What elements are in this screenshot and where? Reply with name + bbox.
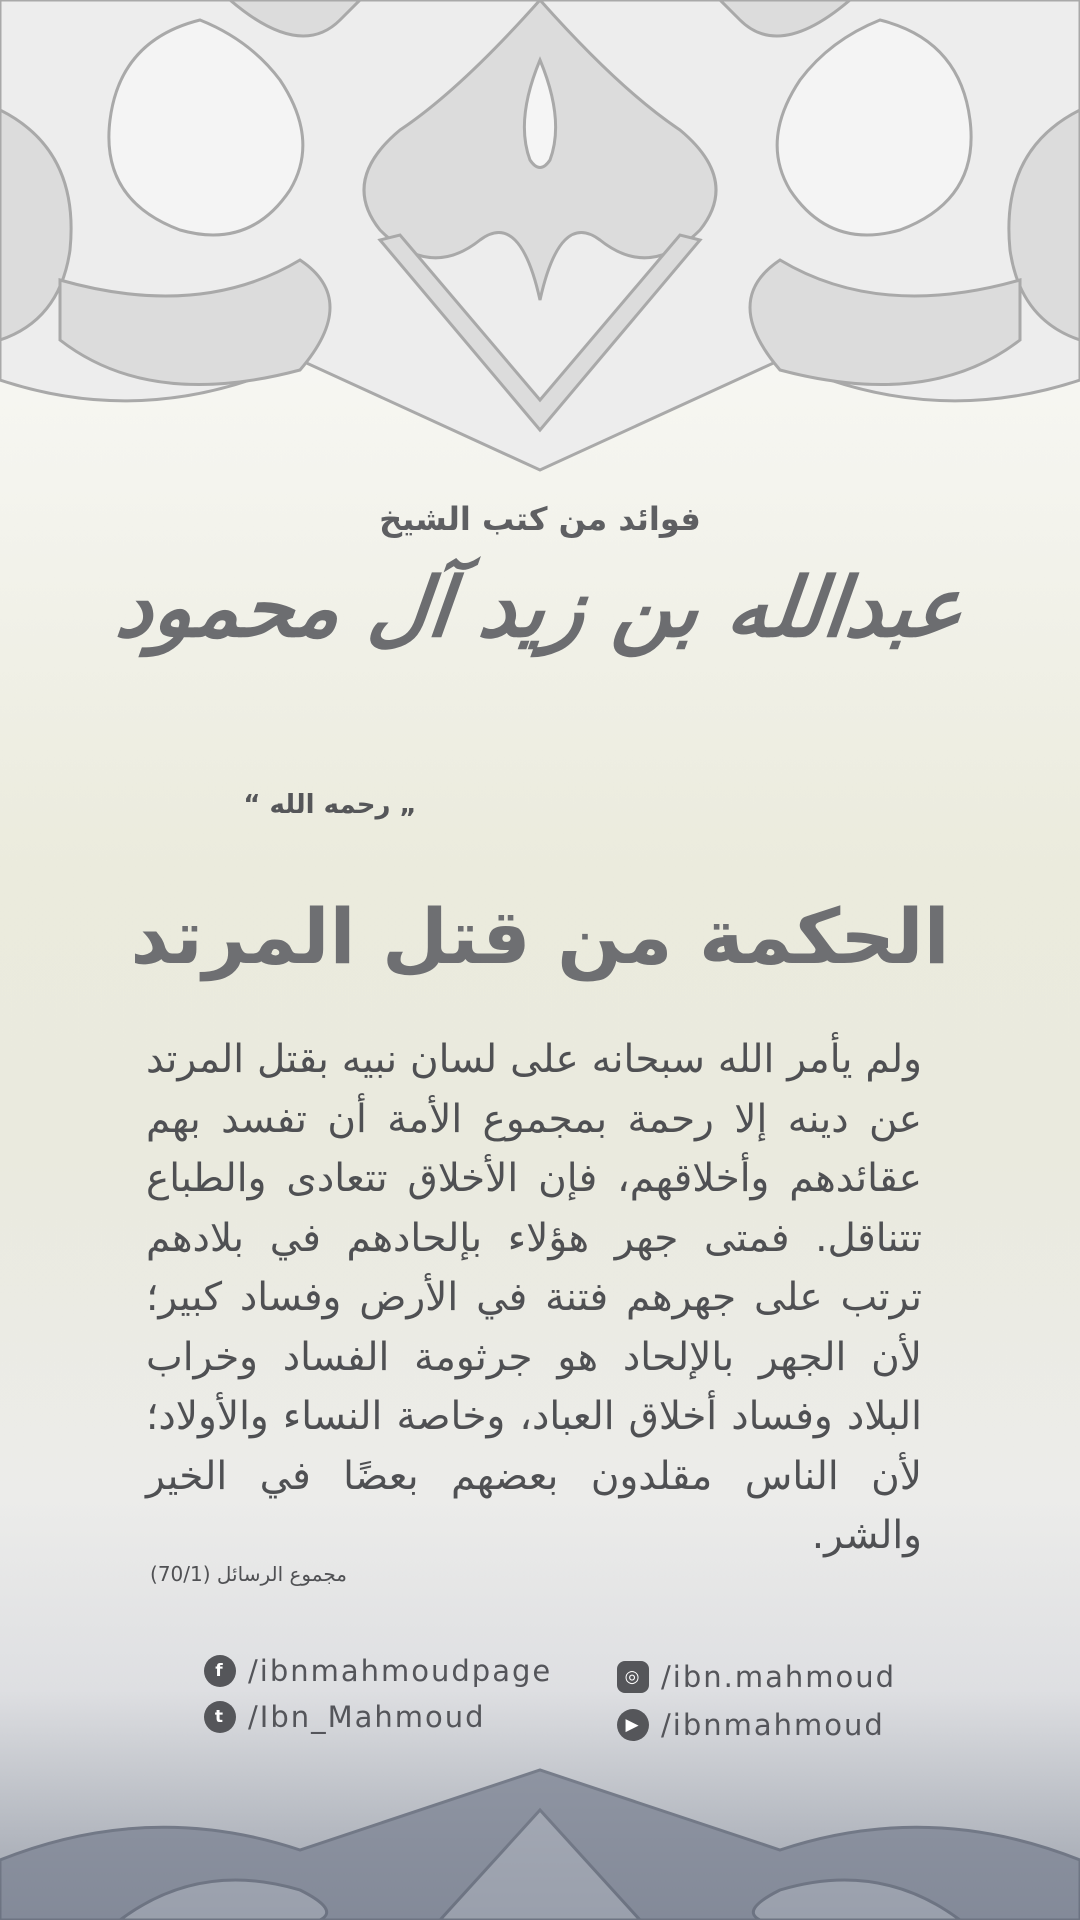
youtube-icon: ▶ [617, 1709, 649, 1741]
youtube-handle: /ibnmahmoud [661, 1708, 885, 1742]
page-title: الحكمة من قتل المرتد [130, 892, 950, 981]
facebook-icon: f [204, 1655, 236, 1687]
twitter-handle: /Ibn_Mahmoud [248, 1700, 486, 1734]
sheikh-name-calligraphy: عبدالله بن زيد آل محمود [111, 560, 969, 656]
decorative-ornament-top [0, 0, 1080, 480]
honorific: „ رحمه الله “ [243, 790, 417, 820]
body-text: ولم يأمر الله سبحانه على لسان نبيه بقتل المرتد عن دينه إلا رحمة بمجموع الأمة أن تفسد بهم عقائدهم وأخلاقهم، فإن الأخلاق تتعادى والطباع تتناقل. فمتى جهر هؤلاء بإلحادهم في بلادهم ترتب على جهرهم فتنة في الأرض وفساد كبير؛ لأن الجهر بالإلحاد هو جرثومة الفساد وخراب البلاد وفساد أخلاق العباد، وخاصة النساء والأولاد؛ لأن الناس مقلدون بعضهم بعضًا في الخير والشر. [146, 1037, 922, 1558]
facebook-handle: /ibnmahmoudpage [248, 1654, 553, 1688]
facebook-link[interactable] [204, 1654, 552, 1688]
twitter-link[interactable] [204, 1700, 486, 1734]
decorative-ornament-bottom [0, 1740, 1080, 1920]
instagram-handle: /ibn.mahmoud [661, 1660, 897, 1694]
twitter-icon: t [204, 1701, 236, 1733]
source-citation: مجموع الرسائل (70/1) [150, 1562, 347, 1586]
youtube-link[interactable] [617, 1708, 885, 1742]
subtitle: فوائد من كتب الشيخ [379, 500, 701, 538]
instagram-link[interactable] [617, 1660, 896, 1694]
instagram-icon: ◎ [617, 1661, 649, 1693]
